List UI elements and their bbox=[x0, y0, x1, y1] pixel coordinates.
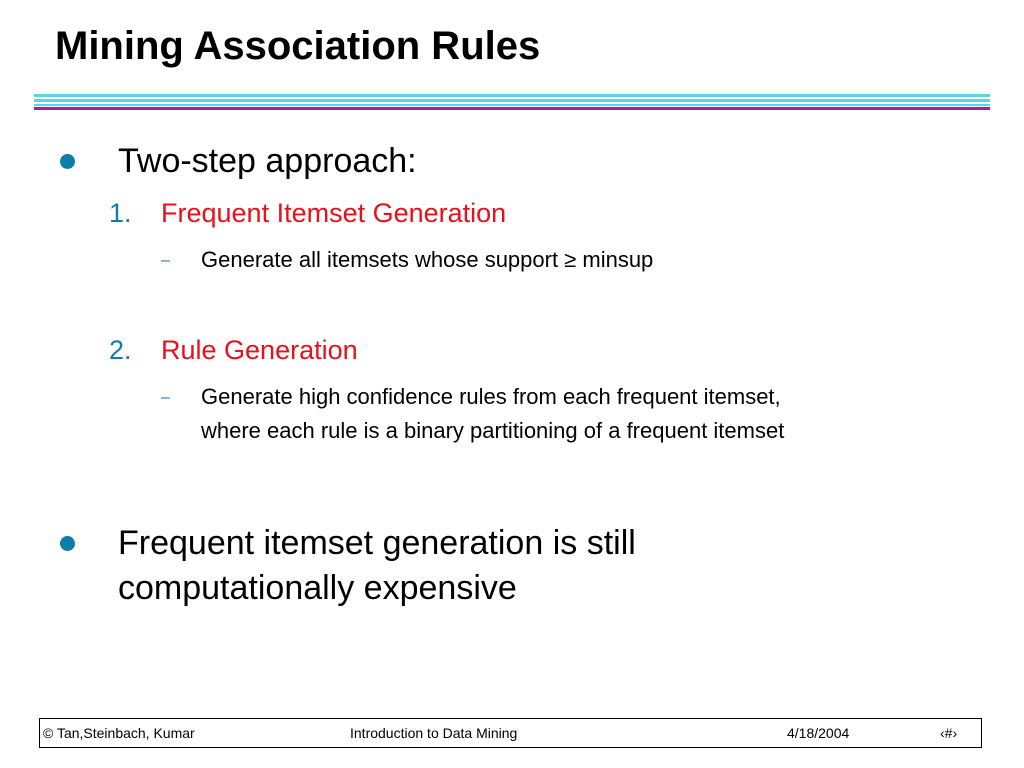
bullet-dot bbox=[60, 536, 75, 551]
sub-bullet-dash: – bbox=[161, 252, 170, 269]
sub-bullet-text-line-1: Generate high confidence rules from each frequent itemset, bbox=[201, 384, 781, 409]
step-number-2: 2. bbox=[109, 335, 132, 365]
slide-title: Mining Association Rules bbox=[55, 24, 541, 68]
sub-bullet-text-line-2: where each rule is a binary partitioning of a frequent itemset bbox=[201, 418, 785, 443]
step-number-1: 1. bbox=[109, 198, 132, 228]
divider-line-cyan-2 bbox=[34, 99, 990, 102]
divider-line-cyan-3 bbox=[34, 104, 990, 106]
sub-bullet-text: Generate all itemsets whose support ≥ minsup bbox=[201, 247, 654, 272]
bullet-text-two-step: Two-step approach: bbox=[118, 142, 417, 180]
sub-bullet-dash: – bbox=[161, 389, 170, 406]
bullet-text-line-2: computationally expensive bbox=[118, 569, 517, 607]
divider-line-cyan-1 bbox=[34, 94, 990, 97]
footer-date: 4/18/2004 bbox=[787, 725, 850, 741]
step-label-frequent-itemset-generation: Frequent Itemset Generation bbox=[161, 198, 507, 228]
footer-course-title: Introduction to Data Mining bbox=[350, 725, 518, 741]
footer-page-number: ‹#› bbox=[940, 725, 958, 741]
bullet-text-line-1: Frequent itemset generation is still bbox=[118, 524, 636, 562]
divider-line-purple bbox=[34, 107, 990, 110]
bullet-dot bbox=[60, 154, 75, 169]
step-label-rule-generation: Rule Generation bbox=[161, 335, 358, 365]
footer-copyright: © Tan,Steinbach, Kumar bbox=[43, 725, 195, 741]
